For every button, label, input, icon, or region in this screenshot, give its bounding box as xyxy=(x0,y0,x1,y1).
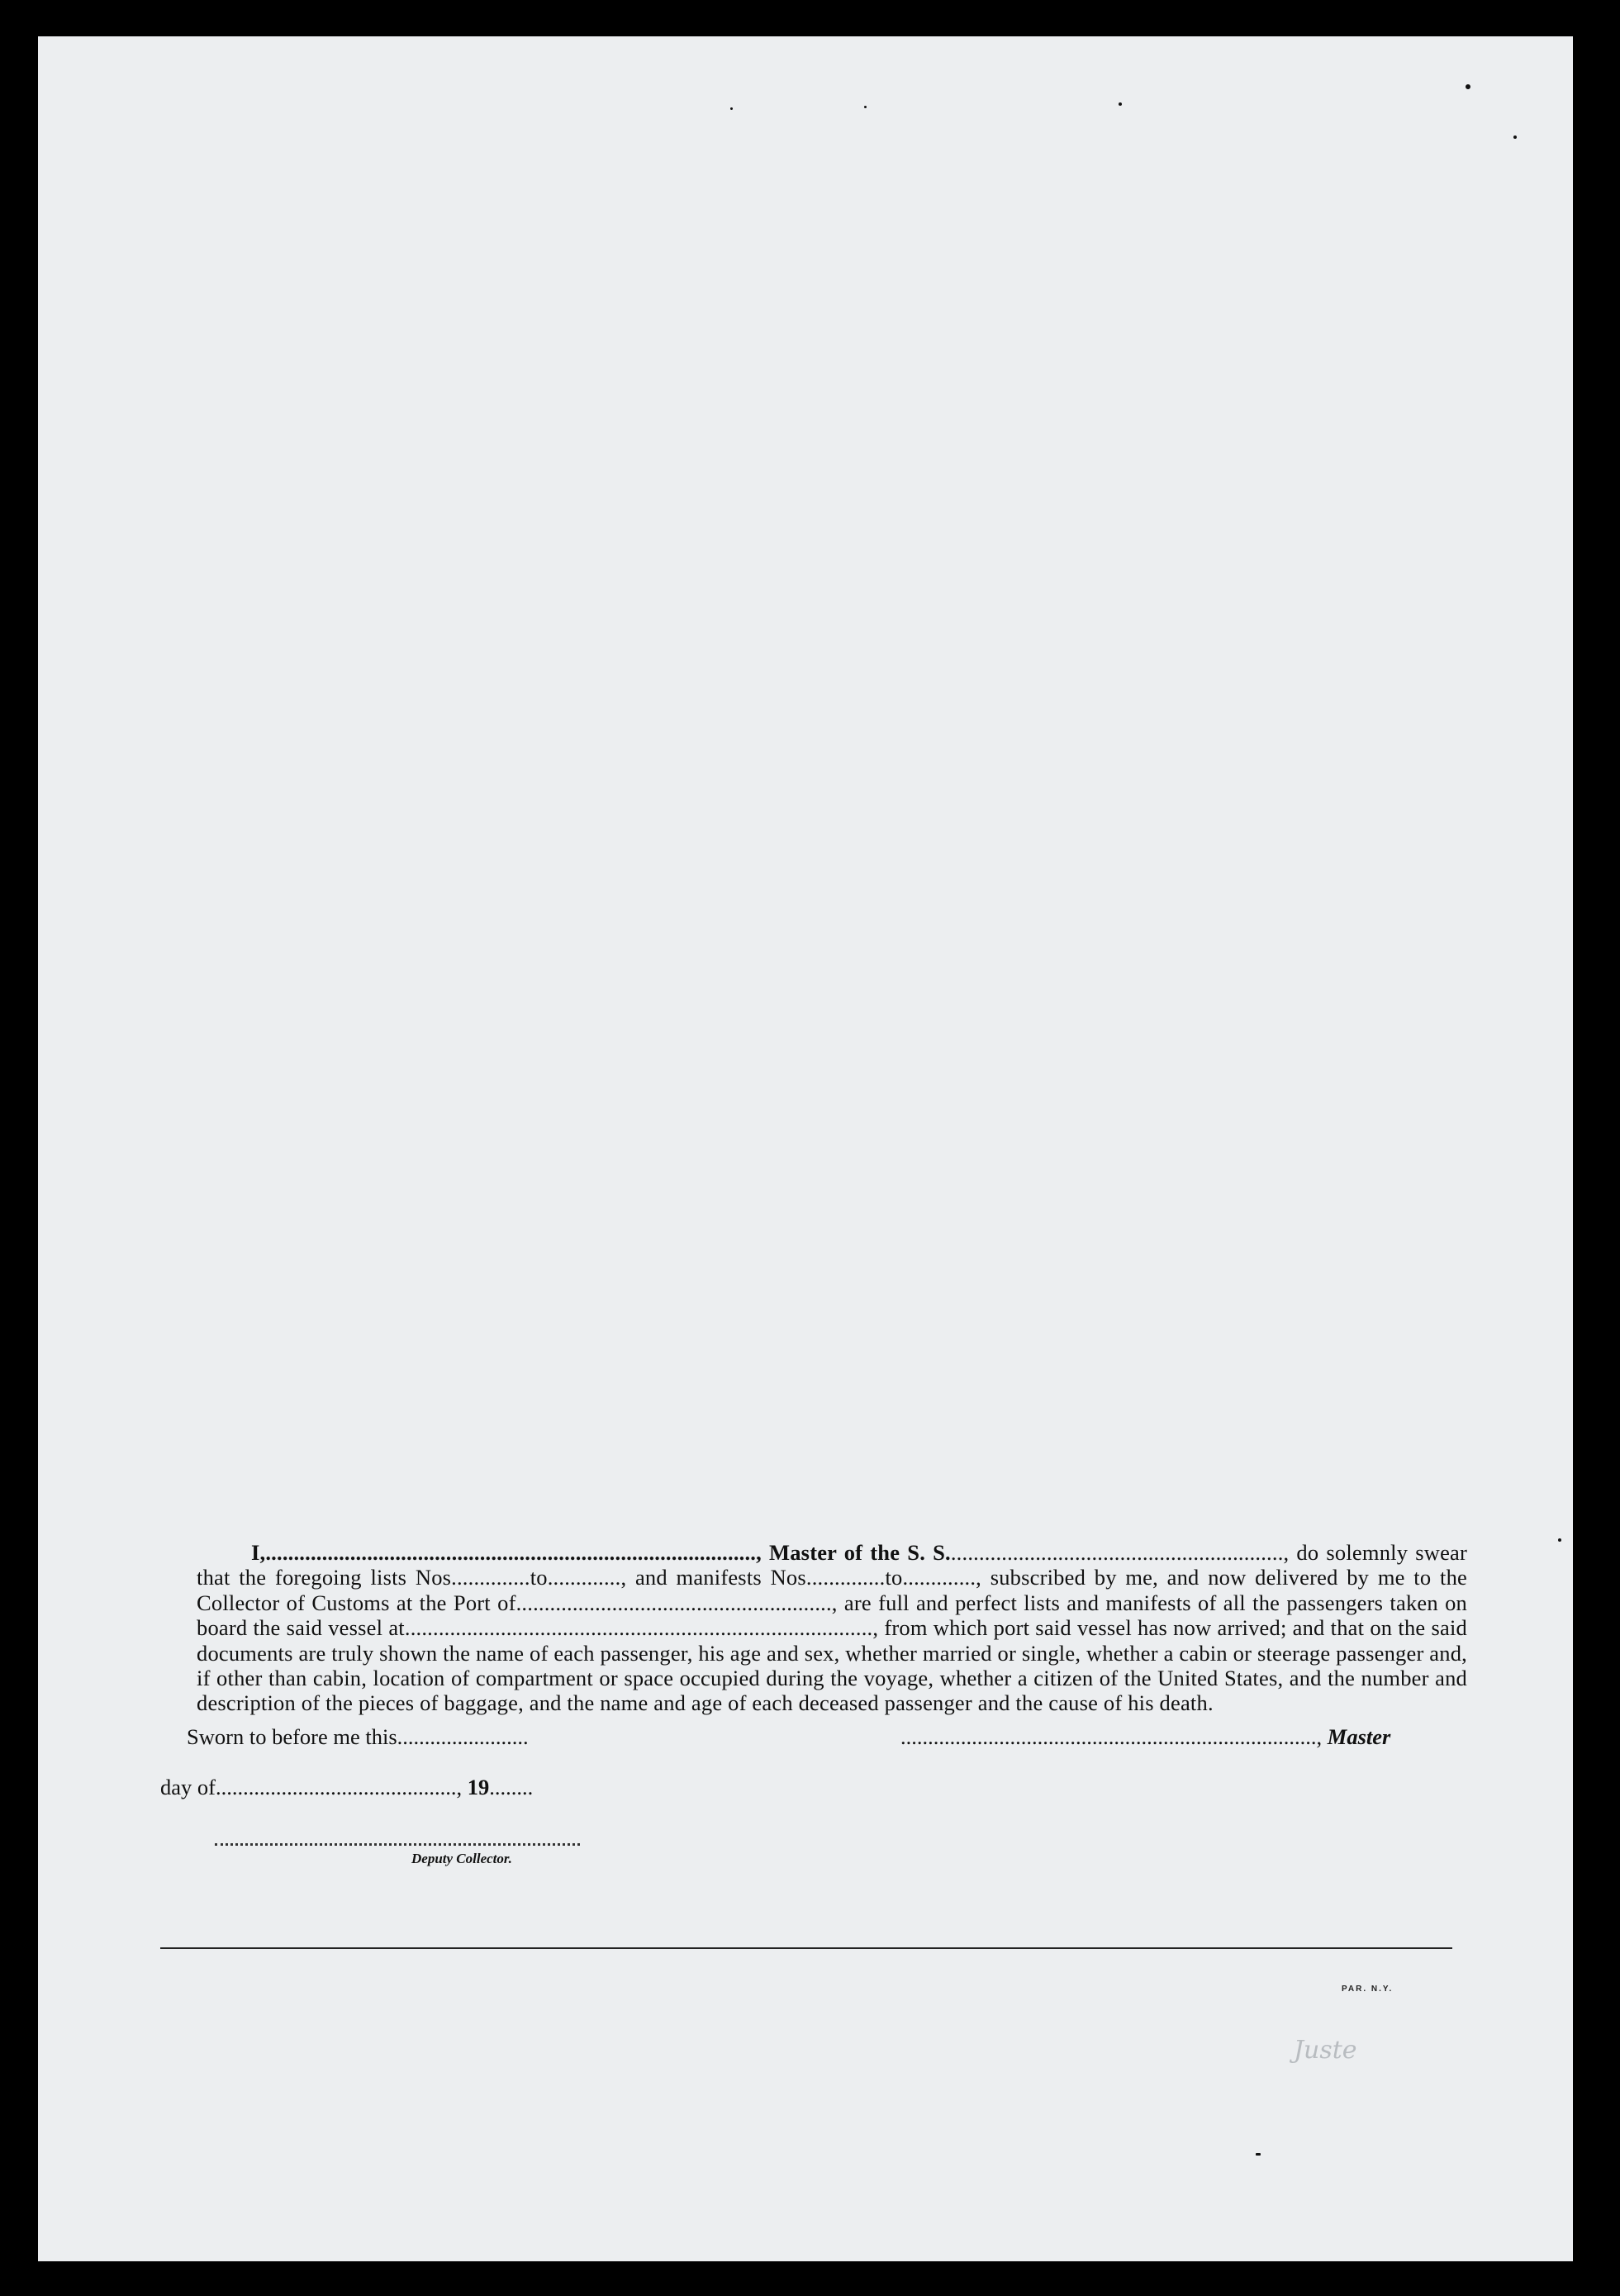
year-dots: ........ xyxy=(489,1775,534,1799)
scan-speck xyxy=(1558,1538,1561,1542)
master-of-ss-label: Master of the S. S. xyxy=(769,1540,951,1565)
oath-opening: I,......................................................................................., xyxy=(251,1540,762,1565)
master-signature-dots: ............................................................................, xyxy=(900,1724,1323,1749)
oath-paragraph xyxy=(197,1540,1467,1716)
scan-speck xyxy=(1513,135,1517,139)
deputy-collector-label: Deputy Collector. xyxy=(411,1851,512,1866)
year-prefix: 19 xyxy=(467,1775,490,1799)
scan-speck xyxy=(1256,2153,1261,2156)
master-label: Master xyxy=(1327,1724,1391,1749)
document-page xyxy=(38,36,1573,2261)
scan-speck xyxy=(730,107,733,110)
pencil-note: Juste xyxy=(1294,2036,1357,2065)
oath-body: ..........................................................., do solemnly swear that the foregoing lists Nos..............to............., and manifests Nos..............to............., subscribed by me, and now delivered by me to the Collector of Customs at the Port of........................................................, are full and perfect lists and manifests of all the passengers taken on board the said vessel at..................................................................................., from which port said vessel has now arrived; and that on the said documents are truly shown the name of each passenger, his age and sex, whether married or single, whether a cabin or steerage passenger and, if other than cabin, location of compartment or space occupied during the voyage, whether a citizen of the United States, and the number and description of the pieces of baggage, and the name and age of each deceased passenger and the cause of his death. xyxy=(197,1540,1468,1716)
printer-mark: PAR. N.Y. xyxy=(1342,1985,1394,1994)
day-of-line xyxy=(160,1775,533,1800)
scan-speck xyxy=(864,106,867,108)
day-of-text: day of............................................, xyxy=(160,1775,463,1799)
scan-speck xyxy=(1119,102,1122,106)
scan-speck xyxy=(1466,84,1470,89)
footer-rule xyxy=(160,1947,1452,1949)
deputy-signature-line xyxy=(215,1843,580,1846)
sworn-line: Sworn to before me this........................ xyxy=(187,1724,529,1749)
master-signature-line xyxy=(900,1724,1390,1750)
